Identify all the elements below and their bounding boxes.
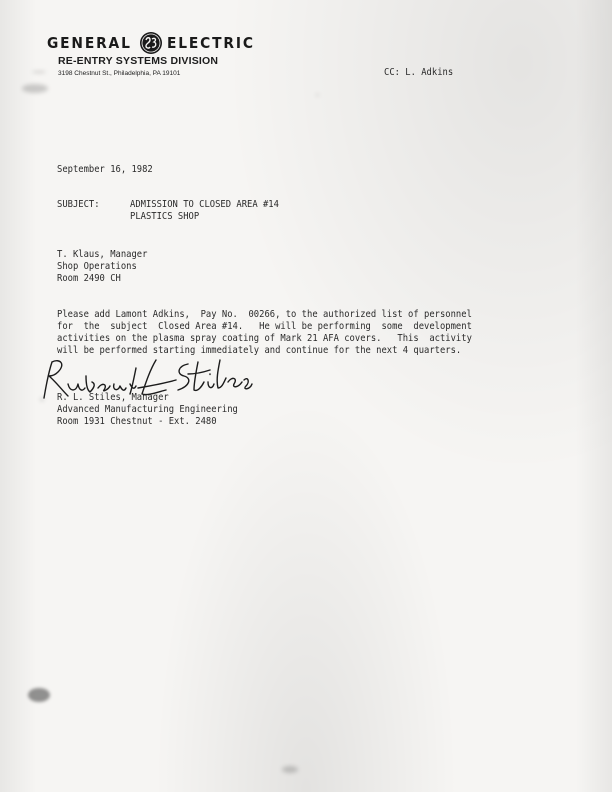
recipient-line-3: Room 2490 CH bbox=[57, 273, 121, 284]
company-name-left: GENERAL bbox=[47, 34, 132, 52]
scan-artifact-bottom bbox=[282, 766, 298, 773]
subject-line-2: PLASTICS SHOP bbox=[130, 211, 200, 222]
body-line-4: will be performed starting immediately and continue for the next 4 quarters. bbox=[57, 345, 462, 356]
subject-label: SUBJECT: bbox=[57, 199, 100, 210]
scan-artifact-dot bbox=[316, 94, 319, 96]
scan-artifact-dash bbox=[32, 71, 46, 73]
body-line-1: Please add Lamont Adkins, Pay No. 00266, to the authorized list of personnel bbox=[57, 309, 472, 320]
recipient-line-2: Shop Operations bbox=[57, 261, 137, 272]
subject-line-1: ADMISSION TO CLOSED AREA #14 bbox=[130, 199, 279, 210]
ge-monogram-icon bbox=[139, 31, 163, 55]
division-address: 3198 Chestnut St., Philadelphia, PA 19101 bbox=[58, 70, 181, 77]
scan-artifact-top-left bbox=[22, 84, 48, 93]
punch-hole-mid-left bbox=[28, 688, 50, 702]
recipient-line-1: T. Klaus, Manager bbox=[57, 249, 148, 260]
scan-artifact-dot-2 bbox=[40, 398, 44, 401]
sender-line-3: Room 1931 Chestnut - Ext. 2480 bbox=[57, 416, 217, 427]
division-name: RE-ENTRY SYSTEMS DIVISION bbox=[58, 55, 219, 67]
body-line-2: for the subject Closed Area #14. He will be performing some development bbox=[57, 321, 472, 332]
sender-line-2: Advanced Manufacturing Engineering bbox=[57, 404, 238, 415]
body-line-3: activities on the plasma spray coating of Mark 21 AFA covers. This activity bbox=[57, 333, 472, 344]
letter-date: September 16, 1982 bbox=[57, 164, 153, 175]
sender-line-1: R. L. Stiles, Manager bbox=[57, 392, 169, 403]
cc-line: CC: L. Adkins bbox=[384, 67, 454, 78]
company-logo bbox=[47, 31, 263, 55]
company-name-right: ELECTRIC bbox=[167, 34, 255, 52]
